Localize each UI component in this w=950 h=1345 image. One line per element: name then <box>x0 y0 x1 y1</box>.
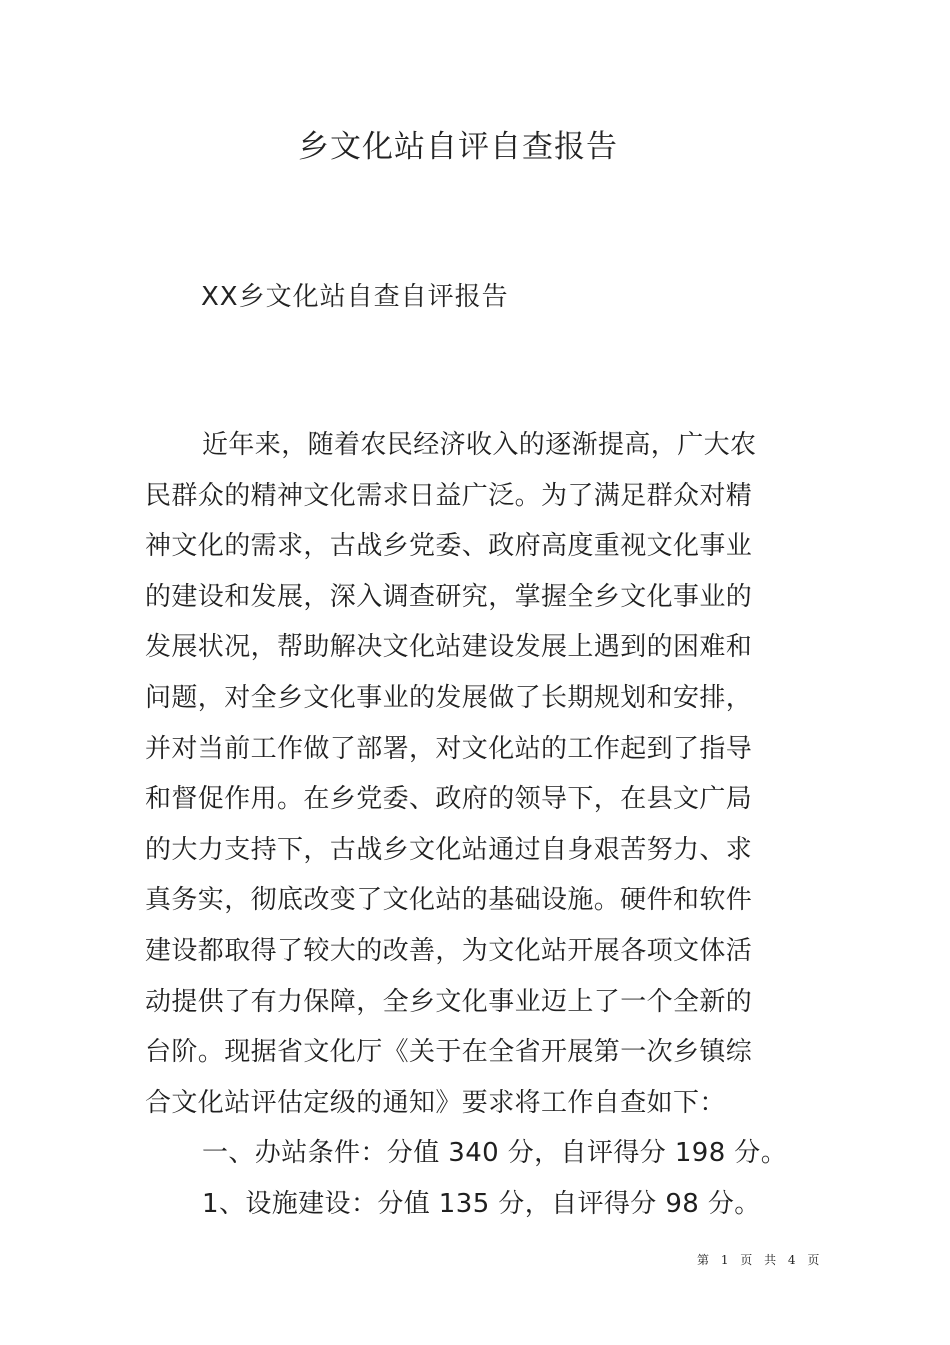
paragraph-line: 发展状况，帮助解决文化站建设发展上遇到的困难和 <box>145 632 753 663</box>
paragraph-line: 问题，对全乡文化事业的发展做了长期规划和安排， <box>145 682 753 713</box>
paragraph-line: 并对当前工作做了部署，对文化站的工作起到了指导 <box>145 733 753 764</box>
paragraph-line: 合文化站评估定级的通知》要求将工作自查如下： <box>145 1087 726 1118</box>
subsection-heading: 1、设施建设：分值 135 分，自评得分 98 分。 <box>202 1188 761 1219</box>
paragraph-line: 建设都取得了较大的改善，为文化站开展各项文体活 <box>145 935 753 966</box>
paragraph-line: 的大力支持下，古战乡文化站通过自身艰苦努力、求 <box>145 834 753 865</box>
paragraph-line: 真务实，彻底改变了文化站的基础设施。硬件和软件 <box>145 885 753 916</box>
paragraph-line: 近年来，随着农民经济收入的逐渐提高，广大农 <box>202 430 757 460</box>
paragraph-line: 台阶。现据省文化厅《关于在全省开展第一次乡镇综 <box>145 1037 753 1068</box>
paragraph-line: 动提供了有力保障，全乡文化事业迈上了一个全新的 <box>145 986 753 1017</box>
paragraph-line: 神文化的需求，古战乡党委、政府高度重视文化事业 <box>145 531 753 562</box>
paragraph-line: 和督促作用。在乡党委、政府的领导下，在县文广局 <box>145 784 753 815</box>
section-heading: 一、办站条件：分值 340 分，自评得分 198 分。 <box>202 1138 788 1169</box>
paragraph-line: 民群众的精神文化需求日益广泛。为了满足群众对精 <box>145 480 753 511</box>
page-number: 第 1 页 共 4 页 <box>697 1253 822 1267</box>
paragraph-line: 的建设和发展，深入调查研究，掌握全乡文化事业的 <box>145 581 753 612</box>
document-subtitle: XX乡文化站自查自评报告 <box>201 282 509 312</box>
document-title: 乡文化站自评自查报告 <box>298 129 618 165</box>
body-text <box>145 420 788 1230</box>
